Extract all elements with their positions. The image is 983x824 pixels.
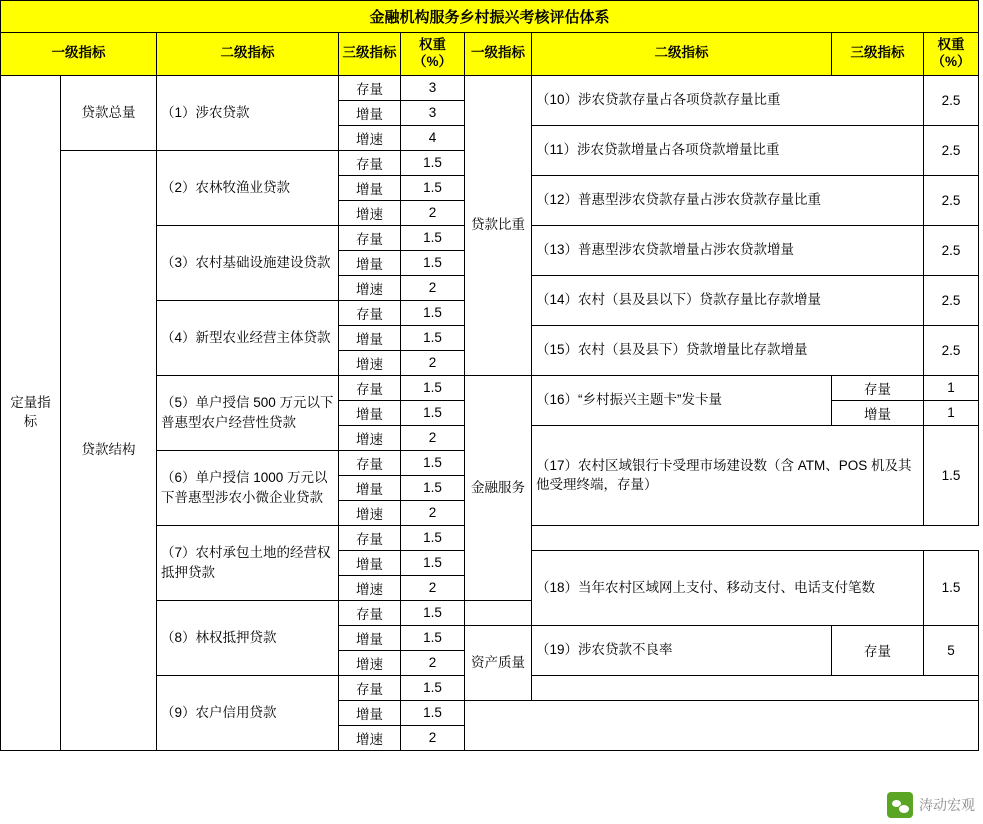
weight-value: 2 (401, 425, 465, 450)
l2-label: （8）林权抵押贷款 (157, 600, 339, 675)
l3-label: 增量 (339, 325, 401, 350)
r-l2-label: （19）涉农贷款不良率 (532, 625, 832, 675)
watermark-label: 涛动宏观 (919, 797, 975, 813)
weight-value: 1.5 (401, 225, 465, 250)
l3-label: 增速 (339, 500, 401, 525)
l3-label: 增量 (339, 100, 401, 125)
l3-label: 存量 (339, 675, 401, 700)
weight-value: 2 (401, 200, 465, 225)
l3-label: 增速 (339, 725, 401, 750)
l3-label: 增量 (339, 625, 401, 650)
weight-value: 1.5 (401, 550, 465, 575)
r-l1-loan-ratio: 贷款比重 (465, 75, 532, 375)
header-l3-left: 三级指标 (339, 33, 401, 76)
r-l1-asset-quality: 资产质量 (465, 625, 532, 700)
r-l2-label: （14）农村（县及县以下）贷款存量比存款增量 (532, 275, 924, 325)
r-weight-value: 2.5 (924, 325, 979, 375)
header-l2-left: 二级指标 (157, 33, 339, 76)
header-weight-left: 权重（%） (401, 33, 465, 76)
page-title: 金融机构服务乡村振兴考核评估体系 (1, 1, 979, 33)
l3-label: 增量 (339, 700, 401, 725)
l3-label: 增速 (339, 650, 401, 675)
r-weight-value: 5 (924, 625, 979, 675)
weight-value: 2 (401, 350, 465, 375)
l2-label: （1）涉农贷款 (157, 75, 339, 150)
r-l2-label: （18）当年农村区域网上支付、移动支付、电话支付笔数 (532, 550, 924, 625)
wechat-logo-icon (887, 792, 913, 818)
l2-label: （7）农村承包土地的经营权抵押贷款 (157, 525, 339, 600)
weight-value: 2 (401, 500, 465, 525)
l3-label: 增速 (339, 575, 401, 600)
l3-label: 存量 (339, 225, 401, 250)
r-weight-value: 2.5 (924, 225, 979, 275)
r-watermark-cell (465, 700, 979, 750)
l3-label: 增速 (339, 350, 401, 375)
weight-value: 1.5 (401, 625, 465, 650)
weight-value: 2 (401, 275, 465, 300)
l3-label: 存量 (339, 375, 401, 400)
l3-label: 增量 (339, 400, 401, 425)
header-l2-right: 二级指标 (532, 33, 832, 76)
l2-label: （2）农林牧渔业贷款 (157, 150, 339, 225)
r-weight-value: 1 (924, 400, 979, 425)
l3-label: 增速 (339, 275, 401, 300)
l3-label: 存量 (339, 150, 401, 175)
r-l2-label: （10）涉农贷款存量占各项贷款存量比重 (532, 75, 924, 125)
weight-value: 1.5 (401, 250, 465, 275)
l2-label: （4）新型农业经营主体贷款 (157, 300, 339, 375)
r-l3-label: 存量 (832, 375, 924, 400)
r-l2-label: （13）普惠型涉农贷款增量占涉农贷款增量 (532, 225, 924, 275)
r-l2-label: （12）普惠型涉农贷款存量占涉农贷款存量比重 (532, 175, 924, 225)
r-weight-value: 2.5 (924, 75, 979, 125)
table-row (1, 75, 979, 100)
weight-value: 4 (401, 125, 465, 150)
weight-value: 1.5 (401, 150, 465, 175)
weight-value: 1.5 (401, 175, 465, 200)
r-l3-label: 存量 (832, 625, 924, 675)
r-l1-financial-service: 金融服务 (465, 375, 532, 600)
l3-label: 存量 (339, 75, 401, 100)
weight-value: 1.5 (401, 450, 465, 475)
weight-value: 1.5 (401, 675, 465, 700)
weight-value: 1.5 (401, 475, 465, 500)
l1-quantitative: 定量指标 (1, 75, 61, 750)
l3-label: 增量 (339, 175, 401, 200)
weight-value: 1.5 (401, 375, 465, 400)
l3-label: 增速 (339, 200, 401, 225)
weight-value: 1.5 (401, 300, 465, 325)
table-title-row (1, 1, 979, 33)
weight-value: 2 (401, 575, 465, 600)
r-weight-value: 1.5 (924, 550, 979, 625)
header-l3-right: 三级指标 (832, 33, 924, 76)
l3-label: 增量 (339, 550, 401, 575)
l3-label: 增速 (339, 425, 401, 450)
l2-label: （5）单户授信 500 万元以下普惠型农户经营性贷款 (157, 375, 339, 450)
weight-value: 1.5 (401, 700, 465, 725)
l3-label: 存量 (339, 600, 401, 625)
l2-label: （9）农户信用贷款 (157, 675, 339, 750)
r-l2-label: （15）农村（县及县下）贷款增量比存款增量 (532, 325, 924, 375)
weight-value: 1.5 (401, 400, 465, 425)
r-l2-label: （11）涉农贷款增量占各项贷款增量比重 (532, 125, 924, 175)
weight-value: 3 (401, 75, 465, 100)
r-weight-value: 1.5 (924, 425, 979, 525)
weight-value: 3 (401, 100, 465, 125)
l3-label: 增量 (339, 250, 401, 275)
r-l2-label: （17）农村区域银行卡受理市场建设数（含 ATM、POS 机及其他受理终端，存量） (532, 425, 924, 525)
weight-value: 1.5 (401, 600, 465, 625)
header-weight-right: 权重（%） (924, 33, 979, 76)
l3-label: 存量 (339, 450, 401, 475)
l3-label: 存量 (339, 300, 401, 325)
r-weight-value: 2.5 (924, 125, 979, 175)
r-empty-cell (532, 675, 979, 700)
r-l3-label: 增量 (832, 400, 924, 425)
header-l1-left: 一级指标 (1, 33, 157, 76)
l2-label: （6）单户授信 1000 万元以下普惠型涉农小微企业贷款 (157, 450, 339, 525)
weight-value: 1.5 (401, 325, 465, 350)
weight-value: 1.5 (401, 525, 465, 550)
header-l1-right: 一级指标 (465, 33, 532, 76)
r-weight-value: 1 (924, 375, 979, 400)
r-weight-value: 2.5 (924, 275, 979, 325)
r-weight-value: 2.5 (924, 175, 979, 225)
l1-loan-structure: 贷款结构 (61, 150, 157, 750)
l3-label: 存量 (339, 525, 401, 550)
weight-value: 2 (401, 725, 465, 750)
watermark (887, 792, 975, 818)
l1-loan-total: 贷款总量 (61, 75, 157, 150)
r-l2-label: （16）“乡村振兴主题卡”发卡量 (532, 375, 832, 425)
header-row (1, 33, 979, 76)
l3-label: 增量 (339, 475, 401, 500)
l2-label: （3）农村基础设施建设贷款 (157, 225, 339, 300)
weight-value: 2 (401, 650, 465, 675)
l3-label: 增速 (339, 125, 401, 150)
